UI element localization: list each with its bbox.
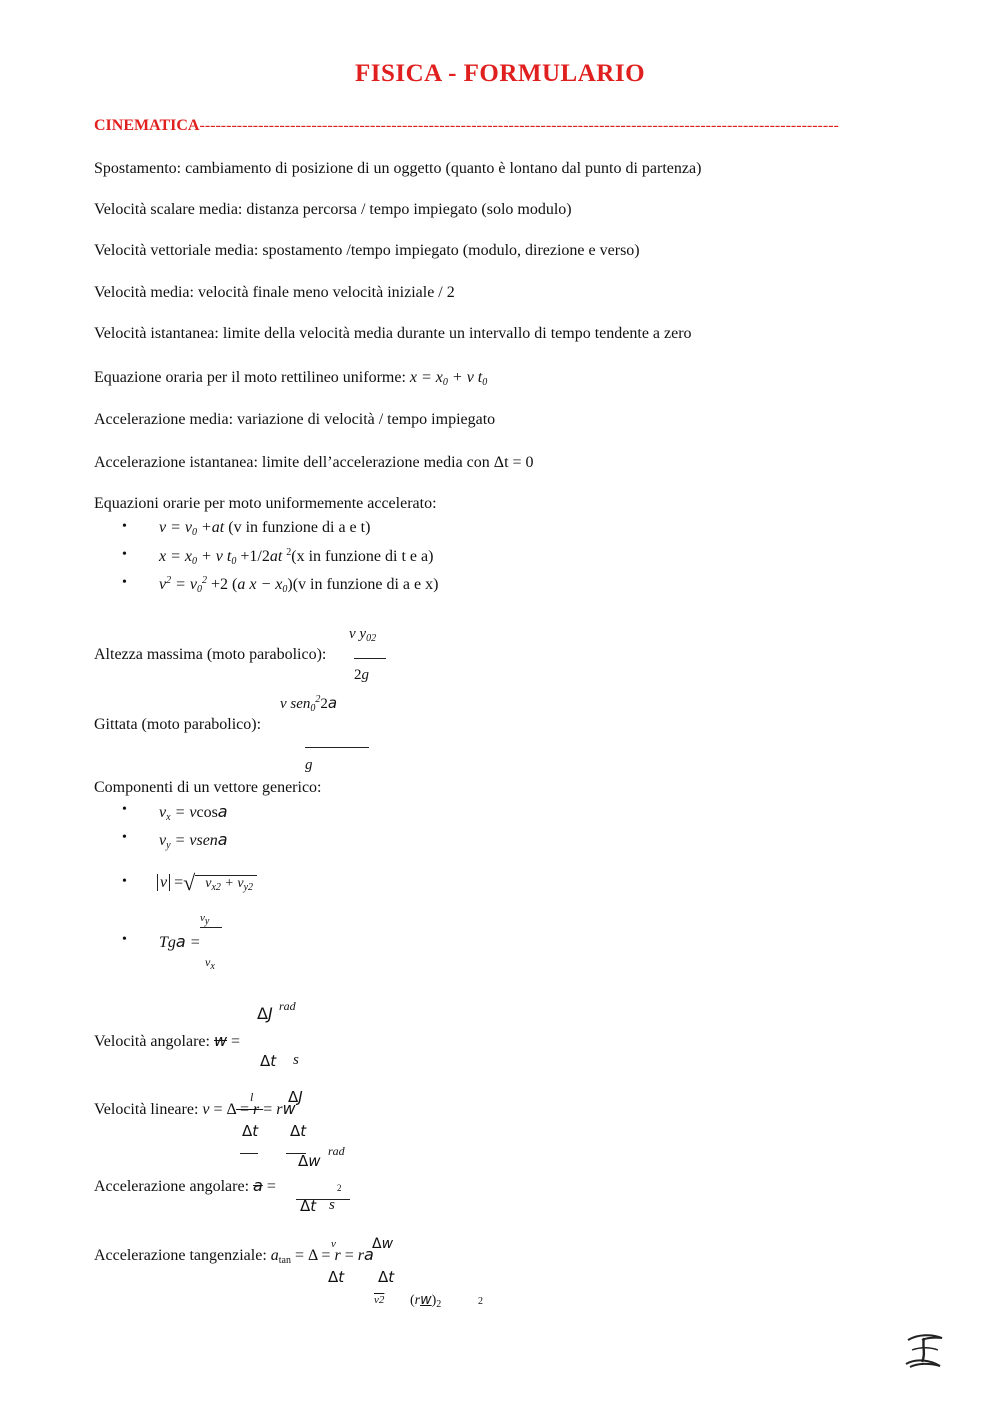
spostamento-line: Spostamento: cambiamento di posizione di un oggetto (quanto è lontano dal punto di partenza) xyxy=(94,160,702,177)
formula-v-at: $v = v_0 +at$ (v in funzione di a e t) xyxy=(159,519,371,538)
altezza-denominatore: 2g xyxy=(354,667,369,683)
formula-modulo: v =√ $v_{x2} + v_{y2}$ xyxy=(157,870,257,896)
equazione-oraria-label: Equazione oraria per il moto rettilineo uniforme: xyxy=(94,369,406,386)
equazione-oraria-formula: $x = x_0 + v$ $t_0$ xyxy=(409,369,488,388)
acc-centripeta-rw2: $(rw)_2$ xyxy=(410,1292,442,1310)
velocita-angolare-label: Velocità angolare: xyxy=(94,1033,210,1050)
bullet-6: • xyxy=(122,874,127,889)
formula-v-at-note: (v in funzione di a e t) xyxy=(228,519,371,536)
vel-angolare-unit-num: rad xyxy=(279,999,296,1013)
accelerazione-angolare-label: Accelerazione angolare: xyxy=(94,1178,250,1195)
acc-angolare-denominatore: Δt xyxy=(300,1197,317,1215)
bullet-1: • xyxy=(122,519,127,534)
formula-x-t-note: (x in funzione di t e a) xyxy=(291,548,434,565)
vel-lineare-bar1 xyxy=(240,1153,258,1154)
velocita-media-line: Velocità media: velocità finale meno velocità iniziale / 2 xyxy=(94,284,455,301)
accelerazione-istantanea-line: Accelerazione istantanea: limite dell’accelerazione media con Δt = 0 xyxy=(94,454,534,471)
vel-lineare-dt1: Δt xyxy=(242,1122,259,1140)
accelerazione-media-line: Accelerazione media: variazione di velocità / tempo impiegato xyxy=(94,411,496,428)
bullet-5: • xyxy=(122,830,127,845)
vel-lineare-l: l xyxy=(250,1090,254,1104)
tga-numeratore: vy xyxy=(200,912,222,928)
vel-angolare-unit-den: s xyxy=(293,1052,299,1068)
acc-angolare-unit-num: rad xyxy=(328,1144,345,1158)
acc-centripeta-v2: v2 xyxy=(374,1294,385,1306)
acc-angolare-exp: 2 xyxy=(337,1183,342,1193)
vel-angolare-numeratore: ΔJ xyxy=(257,1004,273,1023)
vel-lineare-dj: ΔJ xyxy=(288,1088,303,1106)
velocita-scalare-line: Velocità scalare media: distanza percorsa / tempo impiegato (solo modulo) xyxy=(94,201,572,218)
vel-lineare-dt2: Δt xyxy=(290,1122,307,1140)
section-heading xyxy=(94,117,839,135)
gittata-numeratore: v sen$_0^2$2a xyxy=(280,694,338,714)
componenti-heading: Componenti di un vettore generico: xyxy=(94,779,322,796)
velocita-vettoriale-line: Velocità vettoriale media: spostamento /tempo impiegato (modulo, direzione e verso) xyxy=(94,242,640,259)
altezza-fraction-bar xyxy=(354,658,386,659)
formula-v2-note: (v in funzione di a e x) xyxy=(292,576,439,593)
gittata-denominatore: g xyxy=(305,757,313,773)
accelerazione-tangenziale-line: Accelerazione tangenziale: $a_{tan} = \Delta = r$ = ra xyxy=(94,1245,374,1266)
formula-vx: $v_x = vcosa$ xyxy=(159,802,228,823)
velocita-lineare-label: Velocità lineare: xyxy=(94,1101,199,1118)
altezza-numeratore: v $y_{02}$ xyxy=(349,626,377,644)
equazione-oraria-line xyxy=(94,369,487,388)
accelerazione-tangenziale-label: Accelerazione tangenziale: xyxy=(94,1247,267,1264)
equazioni-orarie-heading: Equazioni orarie per moto uniformemente accelerato: xyxy=(94,495,437,512)
altezza-massima-label: Altezza massima (moto parabolico): xyxy=(94,646,327,663)
gittata-fraction-bar xyxy=(305,747,369,748)
acc-tang-dt2: Δt xyxy=(378,1268,395,1286)
acc-centripeta-exp: 2 xyxy=(478,1296,483,1307)
author-logo-icon xyxy=(900,1330,946,1370)
velocita-istantanea-line: Velocità istantanea: limite della velocità media durante un intervallo di tempo tendente a zero xyxy=(94,325,692,342)
acc-tang-v: v xyxy=(331,1238,336,1250)
vel-angolare-denominatore: Δt xyxy=(260,1052,277,1070)
section-label: CINEMATICA xyxy=(94,117,200,134)
bullet-2: • xyxy=(122,547,127,562)
acc-angolare-unit-den: s xyxy=(329,1197,335,1213)
formula-tga: Tga = xyxy=(159,932,201,951)
bullet-4: • xyxy=(122,802,127,817)
gittata-label: Gittata (moto parabolico): xyxy=(94,716,262,733)
bullet-3: • xyxy=(122,575,127,590)
section-divider: ------------------------------------------------------------------------------------------------------------------------ xyxy=(199,117,839,134)
velocita-lineare-line: Velocità lineare: v = Δ = r = rw xyxy=(94,1099,296,1118)
bullet-7: • xyxy=(122,932,127,947)
acc-tang-dt1: Δt xyxy=(328,1268,345,1286)
page-title: FISICA - FORMULARIO xyxy=(354,60,646,87)
accelerazione-angolare-line: Accelerazione angolare: a = xyxy=(94,1176,276,1195)
formula-x-t: $x = x_0 + v$ $t_0 +1/2at$ $^2$(x in funzione di t e a) xyxy=(159,547,434,567)
formula-v2: $v^2 = v_0^2 +2$ (a $x - x_0)(v$ in funzione di a e x) xyxy=(159,575,439,595)
formula-vy: $v_y$ = vsena xyxy=(159,830,228,851)
tga-denominatore: $v_x$ xyxy=(205,955,215,972)
velocita-angolare-line: Velocità angolare: w = xyxy=(94,1031,241,1050)
acc-angolare-numeratore: Δw xyxy=(298,1152,321,1170)
acc-tang-dw: Δw xyxy=(372,1236,394,1252)
